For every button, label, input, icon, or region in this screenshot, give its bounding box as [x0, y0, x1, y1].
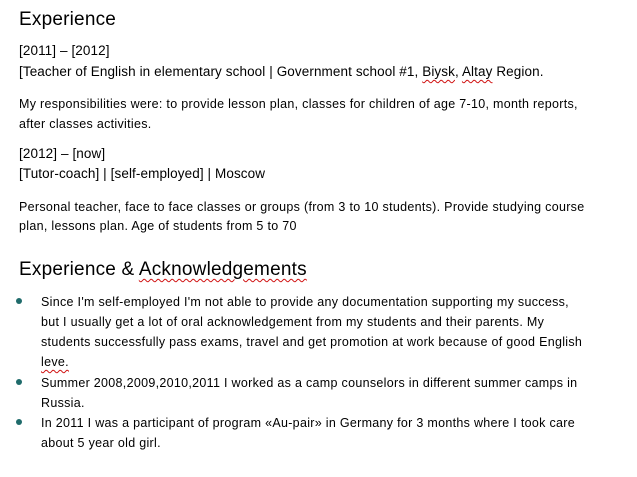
- separator: ,: [454, 64, 462, 79]
- misspelled-word-leve[interactable]: leve.: [41, 355, 69, 369]
- list-item-line: students successfully pass exams, travel and get promotion at work because of good English: [41, 335, 583, 349]
- list-item-line: about 5 year old girl.: [41, 436, 161, 450]
- job1-dates: [2011] – [2012]: [19, 43, 110, 58]
- list-item-text: [41, 373, 601, 413]
- job2-description-line2: plan, lessons plan. Age of students from 5 to 70: [19, 219, 297, 233]
- list-item-text: [41, 413, 601, 453]
- list-item-line: In 2011 I was a participant of program «Au-pair» in Germany for 3 months where I took care: [41, 416, 575, 430]
- list-item-text: [41, 292, 601, 372]
- job1-description-line1: My responsibilities were: to provide lesson plan, classes for children of age 7-10, month reports,: [19, 97, 578, 111]
- job1-region: Region.: [492, 64, 544, 79]
- misspelled-word-altay[interactable]: Altay: [461, 64, 493, 79]
- job1-description-line2: after classes activities.: [19, 117, 152, 131]
- bullet-icon: [16, 298, 22, 304]
- bullet-icon: [16, 379, 22, 385]
- list-item-line: Russia.: [41, 396, 85, 410]
- job2-role: [Tutor-coach] | [self-employed] | Moscow: [19, 166, 266, 181]
- job1-role-text: [Teacher of English in elementary school | Government school #1,: [19, 64, 423, 79]
- list-item-line: but I usually get a lot of oral acknowledgement from my students and their parents. My: [41, 315, 545, 329]
- list-item-line: Since I'm self-employed I'm not able to provide any documentation supporting my success,: [41, 295, 569, 309]
- job2-description-line1: Personal teacher, face to face classes or groups (from 3 to 10 students). Provide studying course: [19, 200, 585, 214]
- misspelled-word-acknowledgements[interactable]: Acknowledgements: [138, 259, 307, 280]
- section-heading-acknowledgements: [19, 259, 307, 281]
- section-heading-experience: Experience: [19, 9, 117, 30]
- misspelled-word-biysk[interactable]: Biysk: [422, 64, 455, 79]
- list-item-line: Summer 2008,2009,2010,2011 I worked as a camp counselors in different summer camps in: [41, 376, 578, 390]
- heading-text: Experience &: [19, 259, 139, 280]
- job1-role: [19, 64, 544, 79]
- job2-dates: [2012] – [now]: [19, 146, 106, 161]
- bullet-icon: [16, 419, 22, 425]
